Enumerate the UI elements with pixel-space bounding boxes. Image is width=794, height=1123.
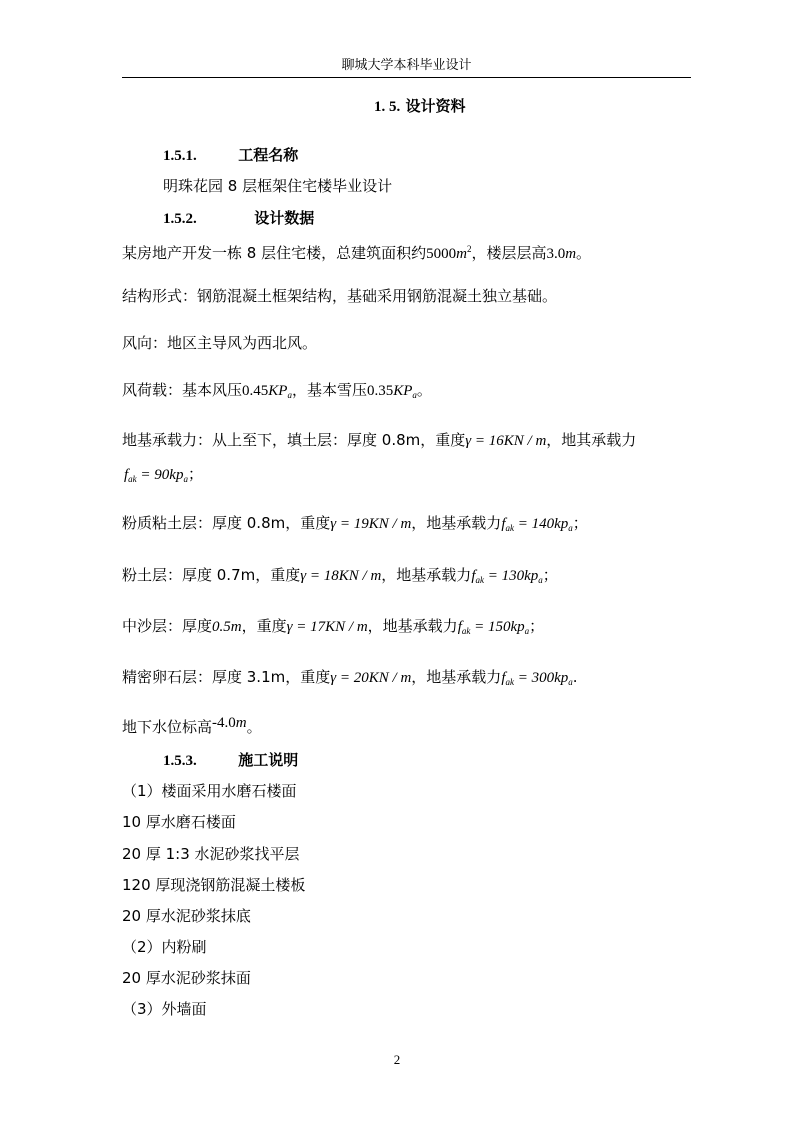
paragraph-structure: 结构形式：钢筋混凝土框架结构，基础采用钢筋混凝土独立基础。 <box>122 287 558 305</box>
text: . <box>572 668 578 686</box>
snow-pressure-value: 0.35 <box>366 383 394 399</box>
area-unit: m <box>456 246 467 262</box>
unit-weight-formula: γ = 20KN / m <box>330 670 412 686</box>
unit-weight-formula: γ = 16KN / m <box>465 433 547 449</box>
text: 。 <box>416 381 432 399</box>
unit-subscript: a <box>287 390 292 400</box>
text: 地下水位标高 <box>122 718 213 736</box>
unit-subscript: a <box>568 523 573 533</box>
paragraph-silty-clay <box>122 513 588 538</box>
subsection-heading-153 <box>163 750 298 771</box>
text: 精密卵石层：厚度 3.1m，重度 <box>122 668 331 686</box>
text: ，楼层层高 <box>471 244 547 262</box>
text: ，地其承载力 <box>546 431 637 449</box>
bearing-symbol: f <box>471 568 476 584</box>
subsection-heading-151 <box>163 145 298 166</box>
water-level-value: -4.0 <box>212 715 236 731</box>
bearing-subscript: ak <box>475 575 484 585</box>
bearing-value: = 130kp <box>483 568 539 584</box>
unit-weight-formula: γ = 18KN / m <box>300 568 382 584</box>
construction-line: （2）内粉刷 <box>122 938 207 956</box>
bearing-value: = 150kp <box>470 619 525 635</box>
subsection-title: 施工说明 <box>238 751 299 769</box>
unit: KP <box>393 383 413 399</box>
area-value: 5000 <box>426 246 457 262</box>
construction-line: 120 厚现浇钢筋混凝土楼板 <box>122 876 306 894</box>
text: ； <box>529 617 545 635</box>
bearing-value: = 300kp <box>513 670 569 686</box>
text: 中沙层：厚度 <box>122 617 213 635</box>
construction-line: 10 厚水磨石楼面 <box>122 813 236 831</box>
text: ，地基承载力 <box>411 514 502 532</box>
text: 。 <box>576 244 592 262</box>
paragraph-water-table <box>122 717 262 738</box>
subsection-title: 工程名称 <box>238 146 299 164</box>
bearing-symbol: f <box>124 467 129 483</box>
unit-subscript: a <box>412 390 417 400</box>
bearing-subscript: ak <box>461 626 471 636</box>
bearing-subscript: ak <box>128 474 137 484</box>
text: ； <box>187 465 203 483</box>
construction-line: （1）楼面采用水磨石楼面 <box>122 782 297 800</box>
unit: KP <box>268 383 288 399</box>
paragraph-wind-load <box>122 380 432 405</box>
text: 粉质粘土层：厚度 0.8m，重度 <box>122 514 331 532</box>
construction-line: 20 厚水泥砂浆抹底 <box>122 907 251 925</box>
section-heading <box>374 96 466 117</box>
text: ； <box>572 514 588 532</box>
text: 风荷载：基本风压 <box>122 381 243 399</box>
bearing-value: = 140kp <box>513 516 569 532</box>
text: ，地基承载力 <box>367 617 458 635</box>
construction-line: 20 厚 1:3 水泥砂浆找平层 <box>122 845 300 863</box>
height-value: 3.0 <box>546 246 566 262</box>
text: 。 <box>246 718 262 736</box>
section-title: 设计资料 <box>405 97 466 115</box>
text: ，重度 <box>241 617 287 635</box>
bearing-symbol: f <box>501 670 506 686</box>
bearing-symbol: f <box>501 516 506 532</box>
unit-subscript: a <box>568 677 573 687</box>
paragraph-medium-sand <box>122 616 544 641</box>
page-number: 2 <box>393 1052 401 1067</box>
text: 某房地产开发一栋 8 层住宅楼，总建筑面积约 <box>122 244 427 262</box>
paragraph-bearing-fill-line2 <box>124 464 203 489</box>
unit-subscript: a <box>538 575 543 585</box>
height-unit: m <box>565 246 577 262</box>
unit-subscript: a <box>524 626 530 636</box>
subsection-title: 设计数据 <box>254 209 315 227</box>
paragraph-building <box>122 239 591 264</box>
subsection-number: 1.5.3. <box>163 753 197 769</box>
construction-line: 20 厚水泥砂浆抹面 <box>122 969 251 987</box>
text: ； <box>542 566 558 584</box>
construction-line: （3）外墙面 <box>122 1000 207 1018</box>
water-level-unit: m <box>235 715 247 731</box>
area-exponent: 2 <box>466 244 472 254</box>
text: ，基本雪压 <box>291 381 367 399</box>
unit-subscript: a <box>183 474 188 484</box>
bearing-symbol: f <box>457 619 462 635</box>
header-rule <box>122 77 691 78</box>
section-number: 1. 5. <box>374 99 401 115</box>
paragraph-bearing-fill-line1 <box>122 430 636 451</box>
text: 粉土层：厚度 0.7m，重度 <box>122 566 301 584</box>
wind-pressure-value: 0.45 <box>242 383 269 399</box>
subsection-number: 1.5.2. <box>163 211 197 227</box>
running-header: 聊城大学本科毕业设计 <box>341 58 472 73</box>
bearing-subscript: ak <box>505 523 514 533</box>
text: ，地基承载力 <box>381 566 472 584</box>
text: ，地基承载力 <box>411 668 502 686</box>
thickness-value: 0.5m <box>212 619 242 635</box>
paragraph-wind-direction: 风向：地区主导风为西北风。 <box>122 334 318 352</box>
unit-weight-formula: γ = 19KN / m <box>330 516 412 532</box>
unit-weight-formula: γ = 17KN / m <box>286 619 368 635</box>
bearing-value: = 90kp <box>136 467 184 483</box>
project-name: 明珠花园 8 层框架住宅楼毕业设计 <box>163 177 393 195</box>
paragraph-pebble <box>122 667 578 692</box>
subsection-heading-152 <box>163 208 314 229</box>
bearing-subscript: ak <box>505 677 514 687</box>
subsection-number: 1.5.1. <box>163 148 197 164</box>
paragraph-silt <box>122 565 558 590</box>
text: 地基承载力：从上至下，填土层：厚度 0.8m，重度 <box>122 431 466 449</box>
